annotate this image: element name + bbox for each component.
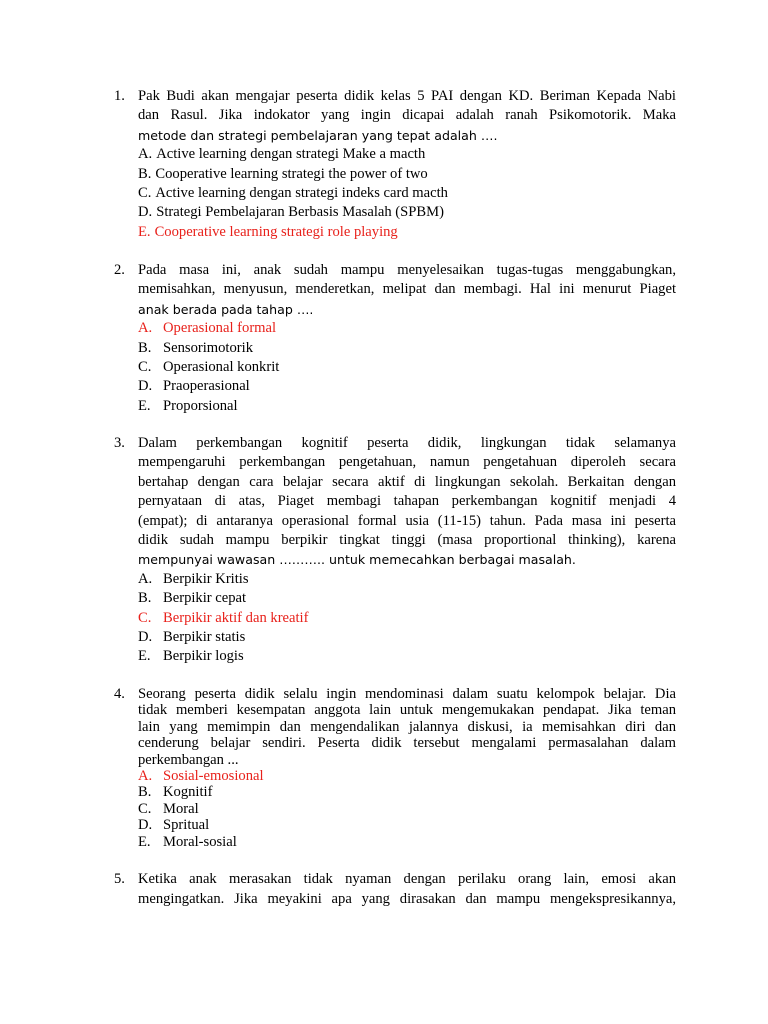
question-line: cenderung belajar sendiri. Peserta didik tersebut mengalami permasalahan dalam (138, 735, 676, 752)
question-text (138, 870, 676, 910)
option-b[interactable]: B. Kognitif (138, 784, 213, 801)
option-a[interactable]: A. Sosial-emosional (138, 768, 264, 785)
option-d[interactable]: D. Strategi Pembelajaran Berbasis Masalah (SPBM) (138, 204, 444, 221)
question-line: Ketika anak merasakan tidak nyaman dengan perilaku orang lain, emosi akan (138, 871, 676, 887)
option-a[interactable]: A. Berpikir Kritis (138, 570, 249, 587)
question-number: 4. (114, 686, 125, 702)
question-3 (114, 434, 676, 667)
question-number: 3. (114, 435, 125, 451)
question-1 (114, 87, 676, 242)
options-list (138, 145, 676, 242)
question-line: lain yang memimpin dan mengendalikan jalannya diskusi, ia memisahkan diri dan (138, 718, 676, 735)
option-b[interactable]: B. Berpikir cepat (138, 590, 247, 607)
question-text (138, 434, 676, 570)
question-text (138, 261, 676, 319)
question-line: Seorang peserta didik selalu ingin mendominasi dalam suatu kelompok belajar. Dia (138, 686, 676, 702)
question-line: tidak memberi kesempatan anggota lain untuk mengemukakan pendapat. Jika teman (138, 702, 676, 719)
option-a[interactable]: A. Operasional formal (138, 320, 277, 337)
question-line: didik sudah mampu berpikir tingkat tinggi (masa proportional thinking), karena (138, 532, 676, 549)
question-line: (empat); di antaranya operasional formal usia (11-15) tahun. Pada masa ini peserta (138, 512, 676, 529)
option-d[interactable]: D. Berpikir statis (138, 629, 246, 646)
question-line: mempunyai wawasan ……….. untuk memecahkan berbagai masalah. (138, 552, 576, 568)
options-list (138, 570, 676, 667)
question-5 (114, 870, 676, 910)
question-number: 2. (114, 262, 125, 278)
option-e[interactable]: E. Proporsional (138, 397, 238, 414)
option-d[interactable]: D. Praoperasional (138, 378, 250, 395)
question-line: memisahkan, menyusun, menderetkan, melipat dan membagi. Hal ini menurut Piaget (138, 281, 676, 298)
question-line: Pada masa ini, anak sudah mampu menyelesaikan tugas-tugas menggabungkan, (138, 262, 676, 278)
option-b[interactable]: B. Sensorimotorik (138, 339, 253, 356)
question-line: Dalam perkembangan kognitif peserta didik, lingkungan tidak selamanya (138, 435, 676, 451)
option-a[interactable]: A. Active learning dengan strategi Make a macth (138, 146, 426, 163)
question-line: metode dan strategi pembelajaran yang tepat adalah …. (138, 127, 498, 143)
question-2 (114, 261, 676, 416)
question-text (138, 686, 676, 768)
option-c[interactable]: C. Active learning dengan strategi indeks card macth (138, 185, 448, 202)
option-c[interactable]: C. Operasional konkrit (138, 359, 280, 376)
question-4 (114, 686, 676, 850)
question-text (138, 87, 676, 145)
option-c[interactable]: C. Moral (138, 800, 199, 817)
question-line: mempengaruhi perkembangan pengetahuan, namun pengetahuan diperoleh secara (138, 454, 676, 471)
question-line: Pak Budi akan mengajar peserta didik kelas 5 PAI dengan KD. Beriman Kepada Nabi (138, 88, 676, 104)
question-line: pernyataan di atas, Piaget membagi tahapan perkembangan kognitif menjadi 4 (138, 493, 676, 510)
option-e[interactable]: E. Berpikir logis (138, 648, 244, 665)
option-b[interactable]: B. Cooperative learning strategi the power of two (138, 165, 428, 182)
question-number: 5. (114, 871, 125, 887)
option-c[interactable]: C. Berpikir aktif dan kreatif (138, 609, 309, 626)
question-line: dan Rasul. Jika indokator yang ingin dicapai adalah ranah Psikomotorik. Maka (138, 107, 676, 124)
question-line: anak berada pada tahap …. (138, 301, 314, 317)
options-list (138, 768, 676, 850)
option-e[interactable]: E. Cooperative learning strategi role playing (138, 223, 398, 240)
question-line: perkembangan ... (138, 751, 239, 768)
question-number: 1. (114, 88, 125, 104)
option-e[interactable]: E. Moral-sosial (138, 833, 237, 850)
question-line: bertahap dengan cara belajar secara aktif di lingkungan sekolah. Berkaitan dengan (138, 473, 676, 490)
question-line: mengingatkan. Jika meyakini apa yang dirasakan dan mampu mengekspresikannya, (138, 890, 676, 907)
options-list (138, 319, 676, 416)
option-d[interactable]: D. Spritual (138, 817, 210, 834)
